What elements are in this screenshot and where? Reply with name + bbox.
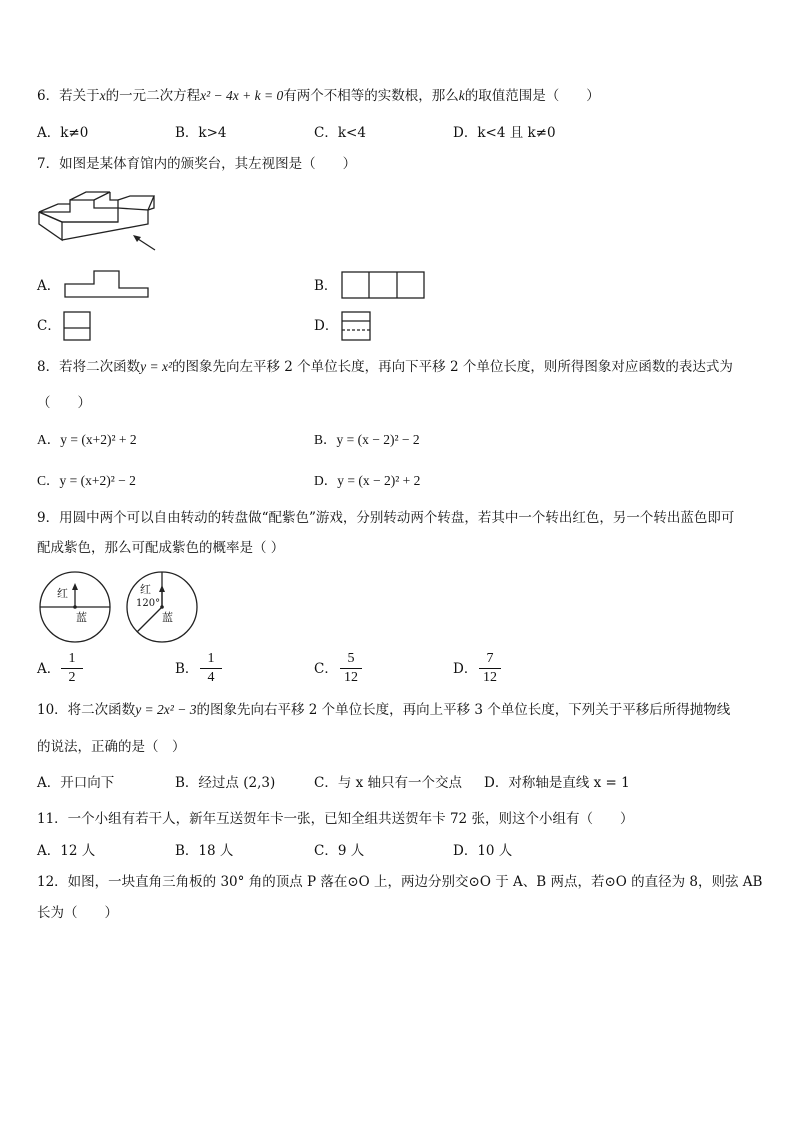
q12-stem-line1: 12．如图，一块直角三角板的 30° 角的顶点 P 落在⊙O 上，两边分别交⊙O 于 A、B 两点，若⊙O 的直径为 8，则弦 AB [37,874,763,890]
q12-stem-line2: 长为（ ） [37,905,118,921]
q9-option-b-denominator: 4 [207,670,215,685]
q10-option-d[interactable]: D．对称轴是直线 x = 1 [484,775,630,791]
q11-option-a[interactable]: A．12 人 [37,843,96,859]
q7-stem: 7．如图是某体育馆内的颁奖台，其左视图是（ ） [37,156,357,172]
q11-option-d[interactable]: D．10 人 [453,843,513,859]
q6-equation: x² − 4x + k = 0 [200,88,284,103]
q8-text-pre: 8．若将二次函数 [37,359,141,375]
q9-stem-line2: 配成紫色，那么可配成紫色的概率是（ ） [37,540,285,556]
q10-option-a[interactable]: A．开口向下 [37,775,115,791]
q8-option-c[interactable]: C．y = (x+2)² − 2 [37,473,136,488]
q6-option-c[interactable]: C．k<4 [314,125,366,141]
q8-option-a[interactable]: A．y = (x+2)² + 2 [37,432,137,447]
q10-option-c[interactable]: C．与 x 轴只有一个交点 [314,775,463,791]
q11-option-b[interactable]: B．18 人 [175,843,234,859]
q9-stem-line1: 9．用圆中两个可以自由转动的转盘做“配紫色”游戏，分别转动两个转盘，若其中一个转出红色，另一个转出蓝色即可 [37,510,735,526]
q8-option-b[interactable]: B．y = (x − 2)² − 2 [314,432,420,447]
q7-option-c-figure [63,311,91,341]
q8-func: y = x² [140,359,172,374]
q9-option-b-letter[interactable]: B． [175,661,199,677]
q9-option-c-letter[interactable]: C． [314,661,338,677]
podium-figure [38,188,158,254]
q10-text-pre: 10．将二次函数 [37,702,136,718]
q8-option-d[interactable]: D．y = (x − 2)² + 2 [314,473,421,488]
q9-option-d-denominator: 12 [483,670,497,685]
q7-option-d[interactable]: D． [314,318,339,334]
q10-option-b[interactable]: B．经过点 (2,3) [175,775,276,791]
q9-option-c-numerator: 5 [340,650,362,669]
q11-stem: 11．一个小组有若干人，新年互送贺年卡一张，已知全组共送贺年卡 72 张，则这个小组有（ ） [37,811,634,827]
q8-stem [37,357,733,377]
q7-option-b-figure [341,271,425,299]
q9-option-d-letter[interactable]: D． [453,661,478,677]
q6-stem [37,86,600,106]
q9-option-a-fraction[interactable] [61,650,83,687]
q10-text-post: 的图象先向右平移 2 个单位长度，再向上平移 3 个单位长度，下列关于平移后所得抛物线 [196,702,731,718]
q7-option-a-figure [64,270,150,298]
q6-option-d[interactable]: D．k<4 且 k≠0 [453,125,556,141]
q10-stem [37,700,730,720]
q6-text-mid1: 的一元二次方程 [105,88,201,104]
q6-text-mid2: 有两个不相等的实数根，那么 [283,88,459,104]
q9-option-c-denominator: 12 [344,670,358,685]
q6-var-x: x [99,88,106,103]
q6-option-a[interactable]: A．k≠0 [37,125,89,141]
spinner-2-red-label: 红 [140,583,151,596]
q9-option-b-numerator: 1 [200,650,222,669]
q10-stem-line2: 的说法，正确的是（ ） [37,739,186,755]
q11-option-c[interactable]: C．9 人 [314,843,365,859]
q8-stem-line2: （ ） [37,395,91,411]
q6-text-post: 的取值范围是（ ） [464,88,600,104]
spinner-1-blue-label: 蓝 [76,611,87,624]
q6-option-b[interactable]: B．k>4 [175,125,227,141]
spinner-2-blue-label: 蓝 [162,611,173,624]
q9-option-c-fraction[interactable] [340,650,362,687]
q9-option-a-denominator: 2 [68,670,76,685]
q6-var-k: k [458,88,465,103]
q10-func: y = 2x² − 3 [135,702,197,717]
q9-option-d-fraction[interactable] [479,650,501,687]
q8-text-post: 的图象先向左平移 2 个单位长度，再向下平移 2 个单位长度，则所得图象对应函数的表达式为 [172,359,733,375]
q7-option-c[interactable]: C． [37,318,61,334]
q9-option-a-letter[interactable]: A． [37,661,61,677]
q7-option-a[interactable]: A． [37,278,61,294]
spinner-2-angle-label: 120° [136,598,161,609]
q7-option-b[interactable]: B． [314,278,338,294]
q9-option-d-numerator: 7 [479,650,501,669]
spinner-1-red-label: 红 [57,587,68,600]
q9-option-a-numerator: 1 [61,650,83,669]
q7-option-d-figure [341,311,371,341]
q6-text-pre: 6．若关于 [37,88,100,104]
q9-option-b-fraction[interactable] [200,650,222,687]
